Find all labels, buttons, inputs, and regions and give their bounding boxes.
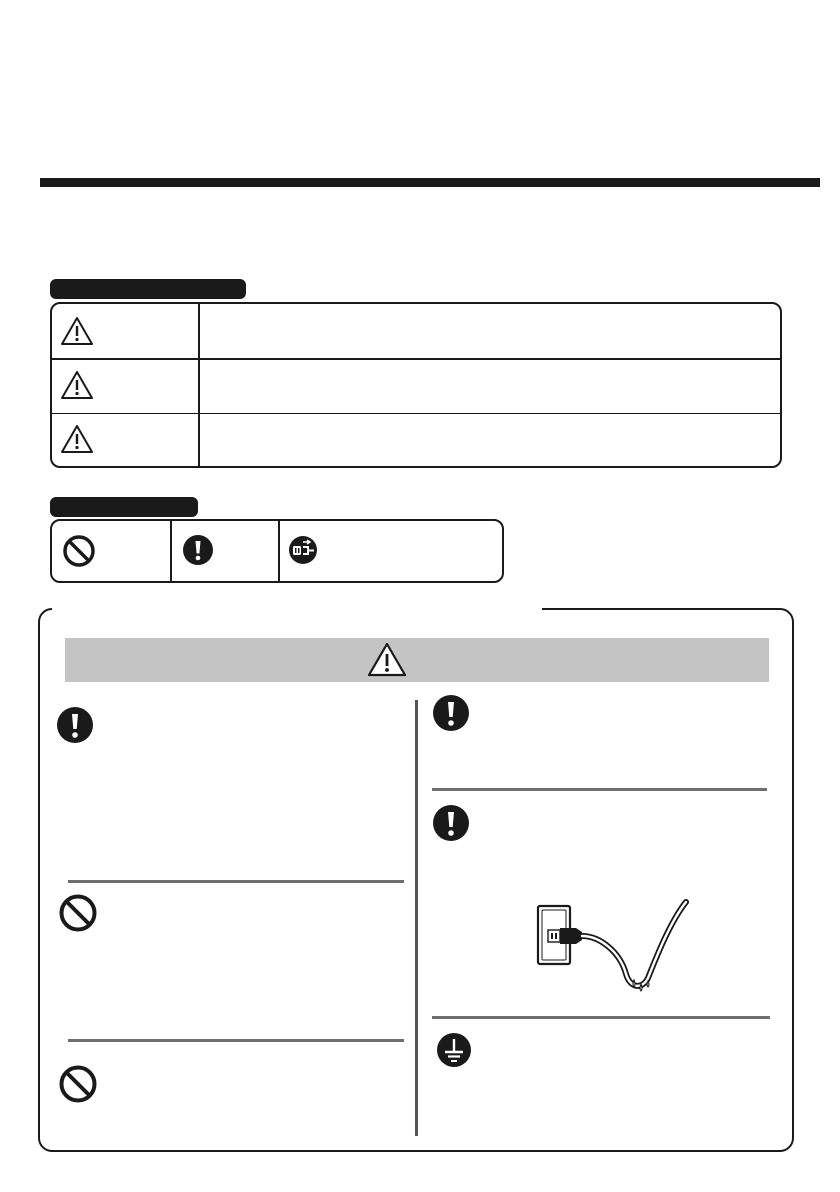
prohibition-icon — [58, 893, 98, 933]
item-separator — [432, 1016, 770, 1019]
wet-plug-illustration — [530, 892, 700, 992]
prohibition-icon — [62, 534, 96, 568]
mandatory-exclamation-icon — [432, 804, 470, 842]
frame-heading-gap — [52, 607, 542, 613]
mandatory-exclamation-icon — [182, 534, 214, 566]
ground-icon — [436, 1032, 472, 1068]
warning-triangle-icon — [60, 316, 94, 346]
legend-row-divider — [52, 358, 780, 360]
unplug-icon — [288, 535, 318, 565]
hazard-legend-table — [50, 302, 782, 468]
legend-column-divider — [198, 304, 200, 466]
symbols-section-tab — [50, 497, 198, 517]
legend-row-divider — [52, 413, 780, 414]
warning-triangle-icon — [60, 424, 94, 454]
symbol-legend-table — [50, 519, 504, 583]
column-divider — [415, 700, 418, 1136]
legend-section-tab — [50, 279, 246, 299]
warning-triangle-icon — [60, 370, 94, 400]
section-top-rule — [40, 178, 820, 187]
symbol-column-divider — [170, 521, 172, 581]
mandatory-exclamation-icon — [56, 706, 94, 744]
item-separator — [68, 1039, 404, 1042]
warning-triangle-icon — [367, 642, 407, 678]
warning-banner — [65, 638, 769, 682]
prohibition-icon — [58, 1064, 98, 1104]
item-separator — [432, 788, 767, 791]
symbol-column-divider — [278, 521, 280, 581]
item-separator — [68, 880, 404, 883]
mandatory-exclamation-icon — [432, 694, 470, 732]
